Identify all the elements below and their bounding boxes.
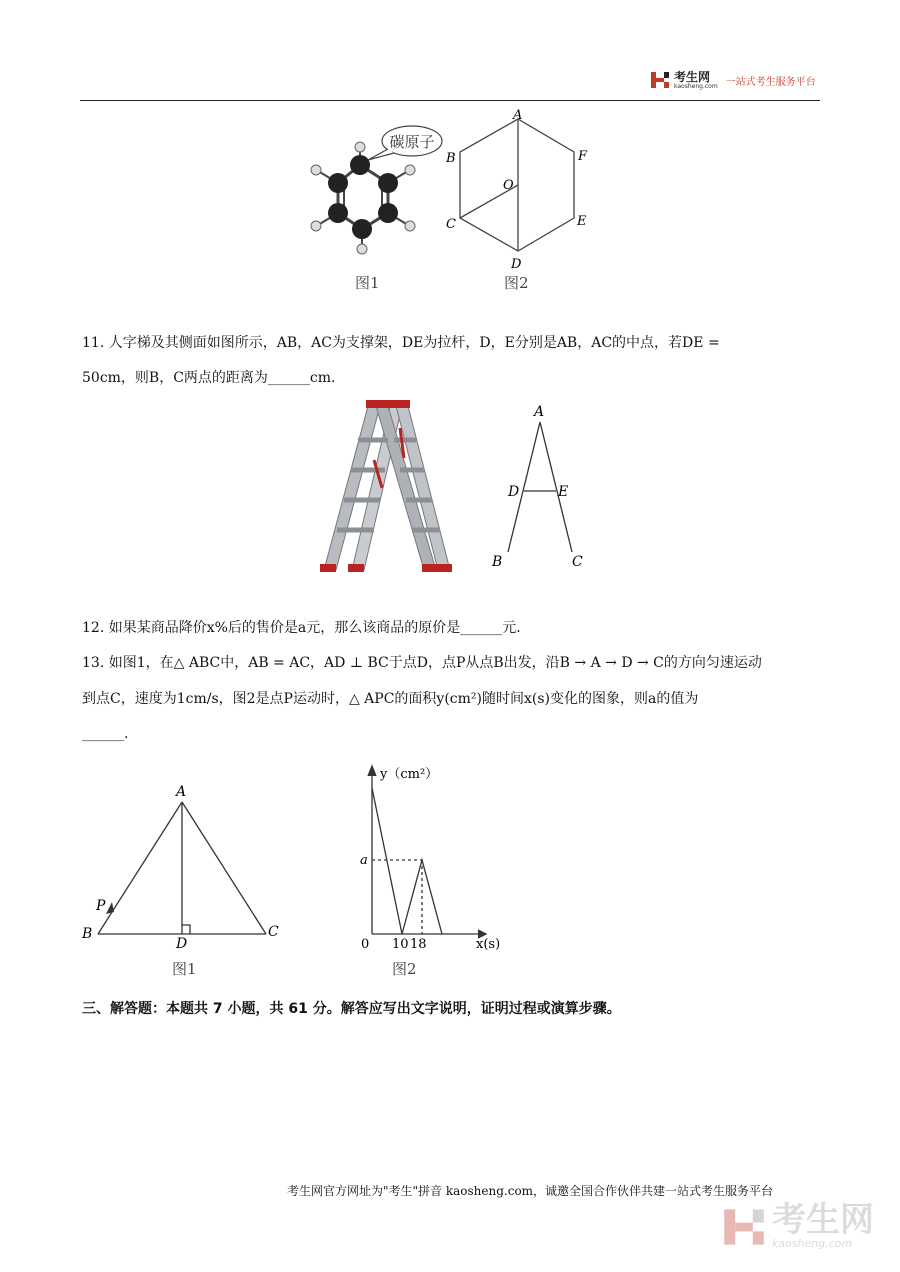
q13-line3: ______.	[82, 726, 129, 742]
q11-figures	[308, 398, 598, 578]
footer-text: 考生网官方网址为"考生"拼音 kaosheng.com，诚邀全国合作伙伴共建一站式考生服务平台	[287, 1184, 774, 1198]
hex-label-b: B	[446, 151, 456, 166]
q13-fig2-tick-10: 10	[392, 937, 409, 952]
q11-line2: 50cm，则B，C两点的距离为______cm.	[82, 370, 336, 386]
q11-label-b: B	[492, 554, 503, 570]
hex-label-e: E	[577, 214, 587, 229]
fig2-caption: 图2	[504, 274, 529, 292]
q13-fig1-label-c: C	[268, 924, 279, 940]
q13-fig1-label-b: B	[82, 926, 93, 942]
q13-fig2-origin: 0	[361, 937, 370, 952]
q13-figures	[78, 758, 518, 984]
q13-fig1-label-p: P	[96, 898, 106, 914]
header-logo	[650, 70, 816, 90]
q13-fig1-triangle	[98, 802, 266, 934]
q13-fig1-label-a: A	[176, 784, 187, 800]
q13-line2: 到点C，速度为1cm/s，图2是点P运动时，△ APC的面积y(cm²)随时间x(s)变化的图象，则a的值为	[82, 691, 699, 707]
arrow-icon	[106, 902, 114, 914]
q13-fig2-graph	[368, 766, 486, 938]
q11-label-d: D	[508, 484, 520, 500]
watermark-domain: kaosheng.com	[772, 1237, 853, 1250]
top-figures	[300, 105, 610, 305]
watermark-brand: 考生网	[772, 1200, 874, 1240]
q13-fig2-tick-18: 18	[410, 937, 427, 952]
q13-fig1-label-d: D	[176, 936, 188, 952]
watermark-logo-icon	[722, 1205, 766, 1249]
hex-label-c: C	[446, 217, 456, 232]
hex-label-f: F	[578, 149, 588, 164]
q13-line1: 13. 如图1，在△ ABC中，AB = AC，AD ⊥ BC于点D，点P从点B出发，沿B → A → D → C的方向匀速运动	[82, 655, 762, 671]
q11-label-c: C	[572, 554, 583, 570]
hex-label-d: D	[511, 257, 522, 272]
fig1-caption: 图1	[355, 274, 380, 292]
q11-label-a: A	[534, 404, 545, 420]
q13-fig2-xlabel: x(s)	[476, 937, 501, 952]
hex-label-o: O	[503, 178, 514, 193]
callout-label: 碳原子	[389, 133, 435, 151]
q13-fig2-label-a: a	[360, 853, 368, 868]
hexagon	[460, 119, 574, 251]
q12-line1: 12. 如果某商品降价x%后的售价是a元，那么该商品的原价是______元.	[82, 620, 521, 636]
q11-label-e: E	[558, 484, 569, 500]
ladder-illustration	[320, 400, 452, 572]
logo-brand: 考生网	[674, 69, 711, 84]
q11-line1: 11. 人字梯及其侧面如图所示，AB，AC为支撑架，DE为拉杆，D，E分别是AB，AC的中点，若DE =	[82, 335, 720, 351]
section3-title: 三、解答题：本题共 7 小题，共 61 分。解答应写出文字说明，证明过程或演算步骤。	[82, 1001, 621, 1017]
header-slogan: 一站式考生服务平台	[725, 76, 816, 88]
logo-mark-icon	[650, 70, 670, 90]
hex-label-a: A	[513, 108, 523, 123]
watermark	[722, 1200, 874, 1250]
q13-fig1-caption: 图1	[172, 960, 197, 978]
logo-domain: kaosheng.com	[674, 82, 718, 90]
header-divider	[80, 100, 820, 101]
q13-fig2-caption: 图2	[392, 960, 417, 978]
q13-fig2-ylabel: y（cm²）	[380, 767, 439, 782]
